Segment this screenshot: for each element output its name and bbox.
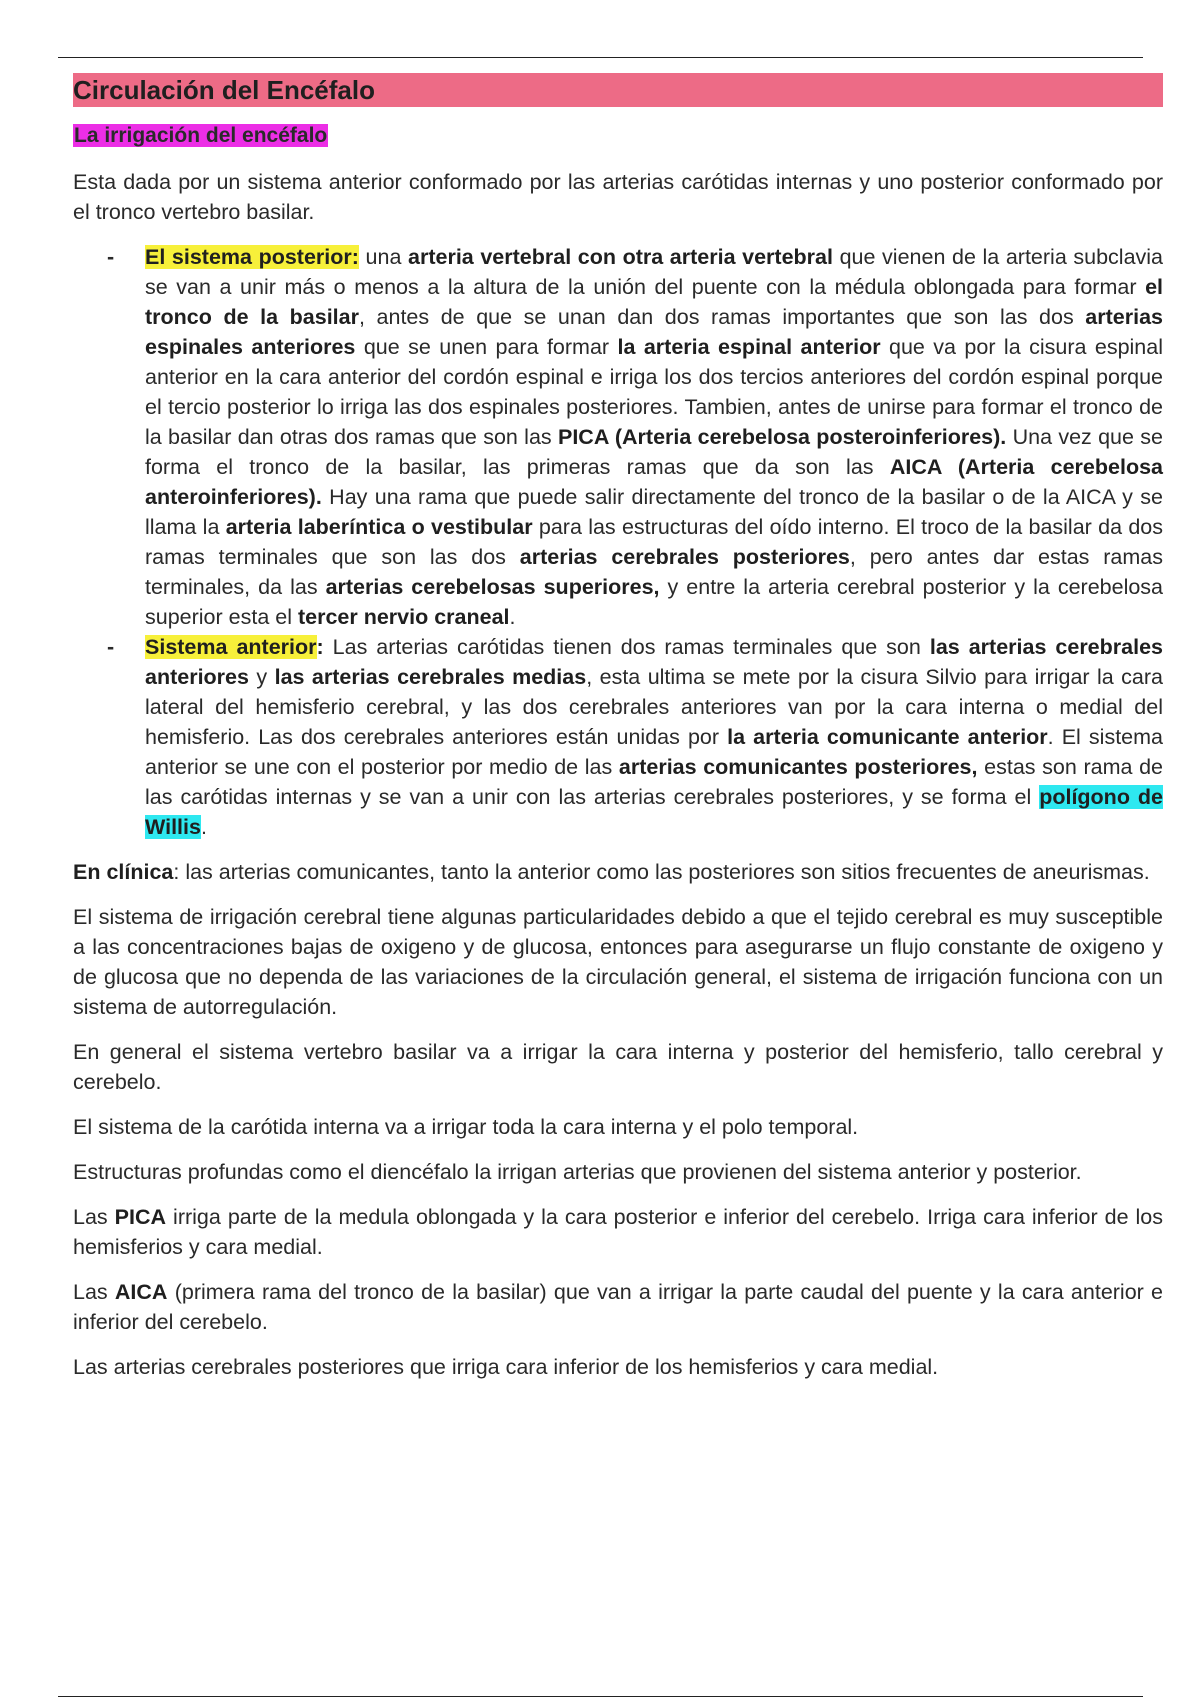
willis-highlight: polígono de Willis: [145, 785, 1164, 839]
intro-paragraph: Esta dada por un sistema anterior conformado por las arterias carótidas internas y uno posterior conformado por el tronco vertebro basilar.: [73, 170, 1163, 224]
title-banner: [73, 73, 1163, 107]
pica-paragraph: Las PICA irriga parte de la medula oblongada y la cara posterior e inferior del cerebelo. Irriga cara inferior de los hemisferios y cara medial.: [73, 1205, 1164, 1259]
document-body: [73, 73, 1163, 1382]
diencefalo-paragraph: Estructuras profundas como el diencéfalo la irrigan arterias que provienen del sistema anterior y posterior.: [73, 1160, 1082, 1184]
list-item-posterior: - El sistema posterior: una arteria vertebral con otra arteria vertebral que vienen de la arteria subclavia se van a unir más o menos a la altura de la unión del puente con la médula oblongada para formar el tronco de la basilar, antes de que se unan dan dos ramas importantes que son las dos arterias espinales anteriores que se unen para formar la arteria espinal anterior que va por la cisura espinal anterior en la cara anterior del cordón espinal e irriga los dos tercios anteriores del cordón espinal porque el tercio posterior lo irriga las dos espinales posteriores. Tambien, antes de unirse para formar el tronco de la basilar dan otras dos ramas que son las PICA (Arteria cerebelosa posteroinferiores). Una vez que se forma el tronco de la basilar, las primeras ramas que da son las AICA (Arteria cerebelosa anteroinferiores). Hay una rama que puede salir directamente del tronco de la basilar o de la AICA y se llama la arteria laberíntica o vestibular para las estructuras del oído interno. El troco de la basilar da dos ramas terminales que son las dos arterias cerebrales posteriores, pero antes dar estas ramas terminales, da las arterias cerebelosas superiores, y entre la arteria cerebral posterior y la cerebelosa superior esta el tercer nervio craneal.: [73, 242, 1163, 632]
header-rule: [58, 57, 1143, 58]
footer-rule: [58, 1696, 1143, 1697]
section-subtitle: La irrigación del encéfalo: [74, 124, 328, 147]
bullet-marker: -: [107, 635, 115, 659]
clinica-label: En clínica: [73, 860, 174, 884]
carotida-paragraph: El sistema de la carótida interna va a irrigar toda la cara interna y el polo temporal.: [73, 1115, 859, 1139]
posterior-label: El sistema posterior:: [145, 245, 359, 269]
list-item-anterior: - Sistema anterior: Las arterias carótidas tienen dos ramas terminales que son las arterias cerebrales anteriores y las arterias cerebrales medias, esta ultima se mete por la cisura Silvio para irrigar la cara lateral del hemisferio cerebral, y las dos cerebrales anteriores van por la cara interna o medial del hemisferio. Las dos cerebrales anteriores están unidas por la arteria comunicante anterior. El sistema anterior se une con el posterior por medio de las arterias comunicantes posteriores, estas son rama de las carótidas internas y se van a unir con las arterias cerebrales posteriores, y se forma el polígono de Willis.: [73, 632, 1163, 842]
clinica-paragraph: En clínica: las arterias comunicantes, tanto la anterior como las posteriores son sitios frecuentes de aneurismas.: [73, 860, 1150, 884]
aica-paragraph: Las AICA (primera rama del tronco de la basilar) que van a irrigar la parte caudal del puente y la cara anterior e inferior del cerebelo.: [73, 1280, 1164, 1334]
subtitle-row: [73, 121, 1163, 151]
page-title: Circulación del Encéfalo: [73, 75, 375, 105]
autoregulacion-paragraph: El sistema de irrigación cerebral tiene algunas particularidades debido a que el tejido cerebral es muy susceptible a las concentraciones bajas de oxigeno y de glucosa, entonces para asegurarse un flujo constante de oxigeno y de glucosa que no dependa de las variaciones de la circulación general, el sistema de irrigación funciona con un sistema de autorregulación.: [73, 905, 1163, 1019]
systems-list: [73, 242, 1163, 842]
vertebro-paragraph: En general el sistema vertebro basilar va a irrigar la cara interna y posterior del hemisferio, tallo cerebral y cerebelo.: [73, 1040, 1163, 1094]
cerebrales-paragraph: Las arterias cerebrales posteriores que irriga cara inferior de los hemisferios y cara medial.: [73, 1355, 939, 1379]
bullet-marker: -: [107, 245, 115, 269]
anterior-label: Sistema anterior: [145, 635, 317, 659]
